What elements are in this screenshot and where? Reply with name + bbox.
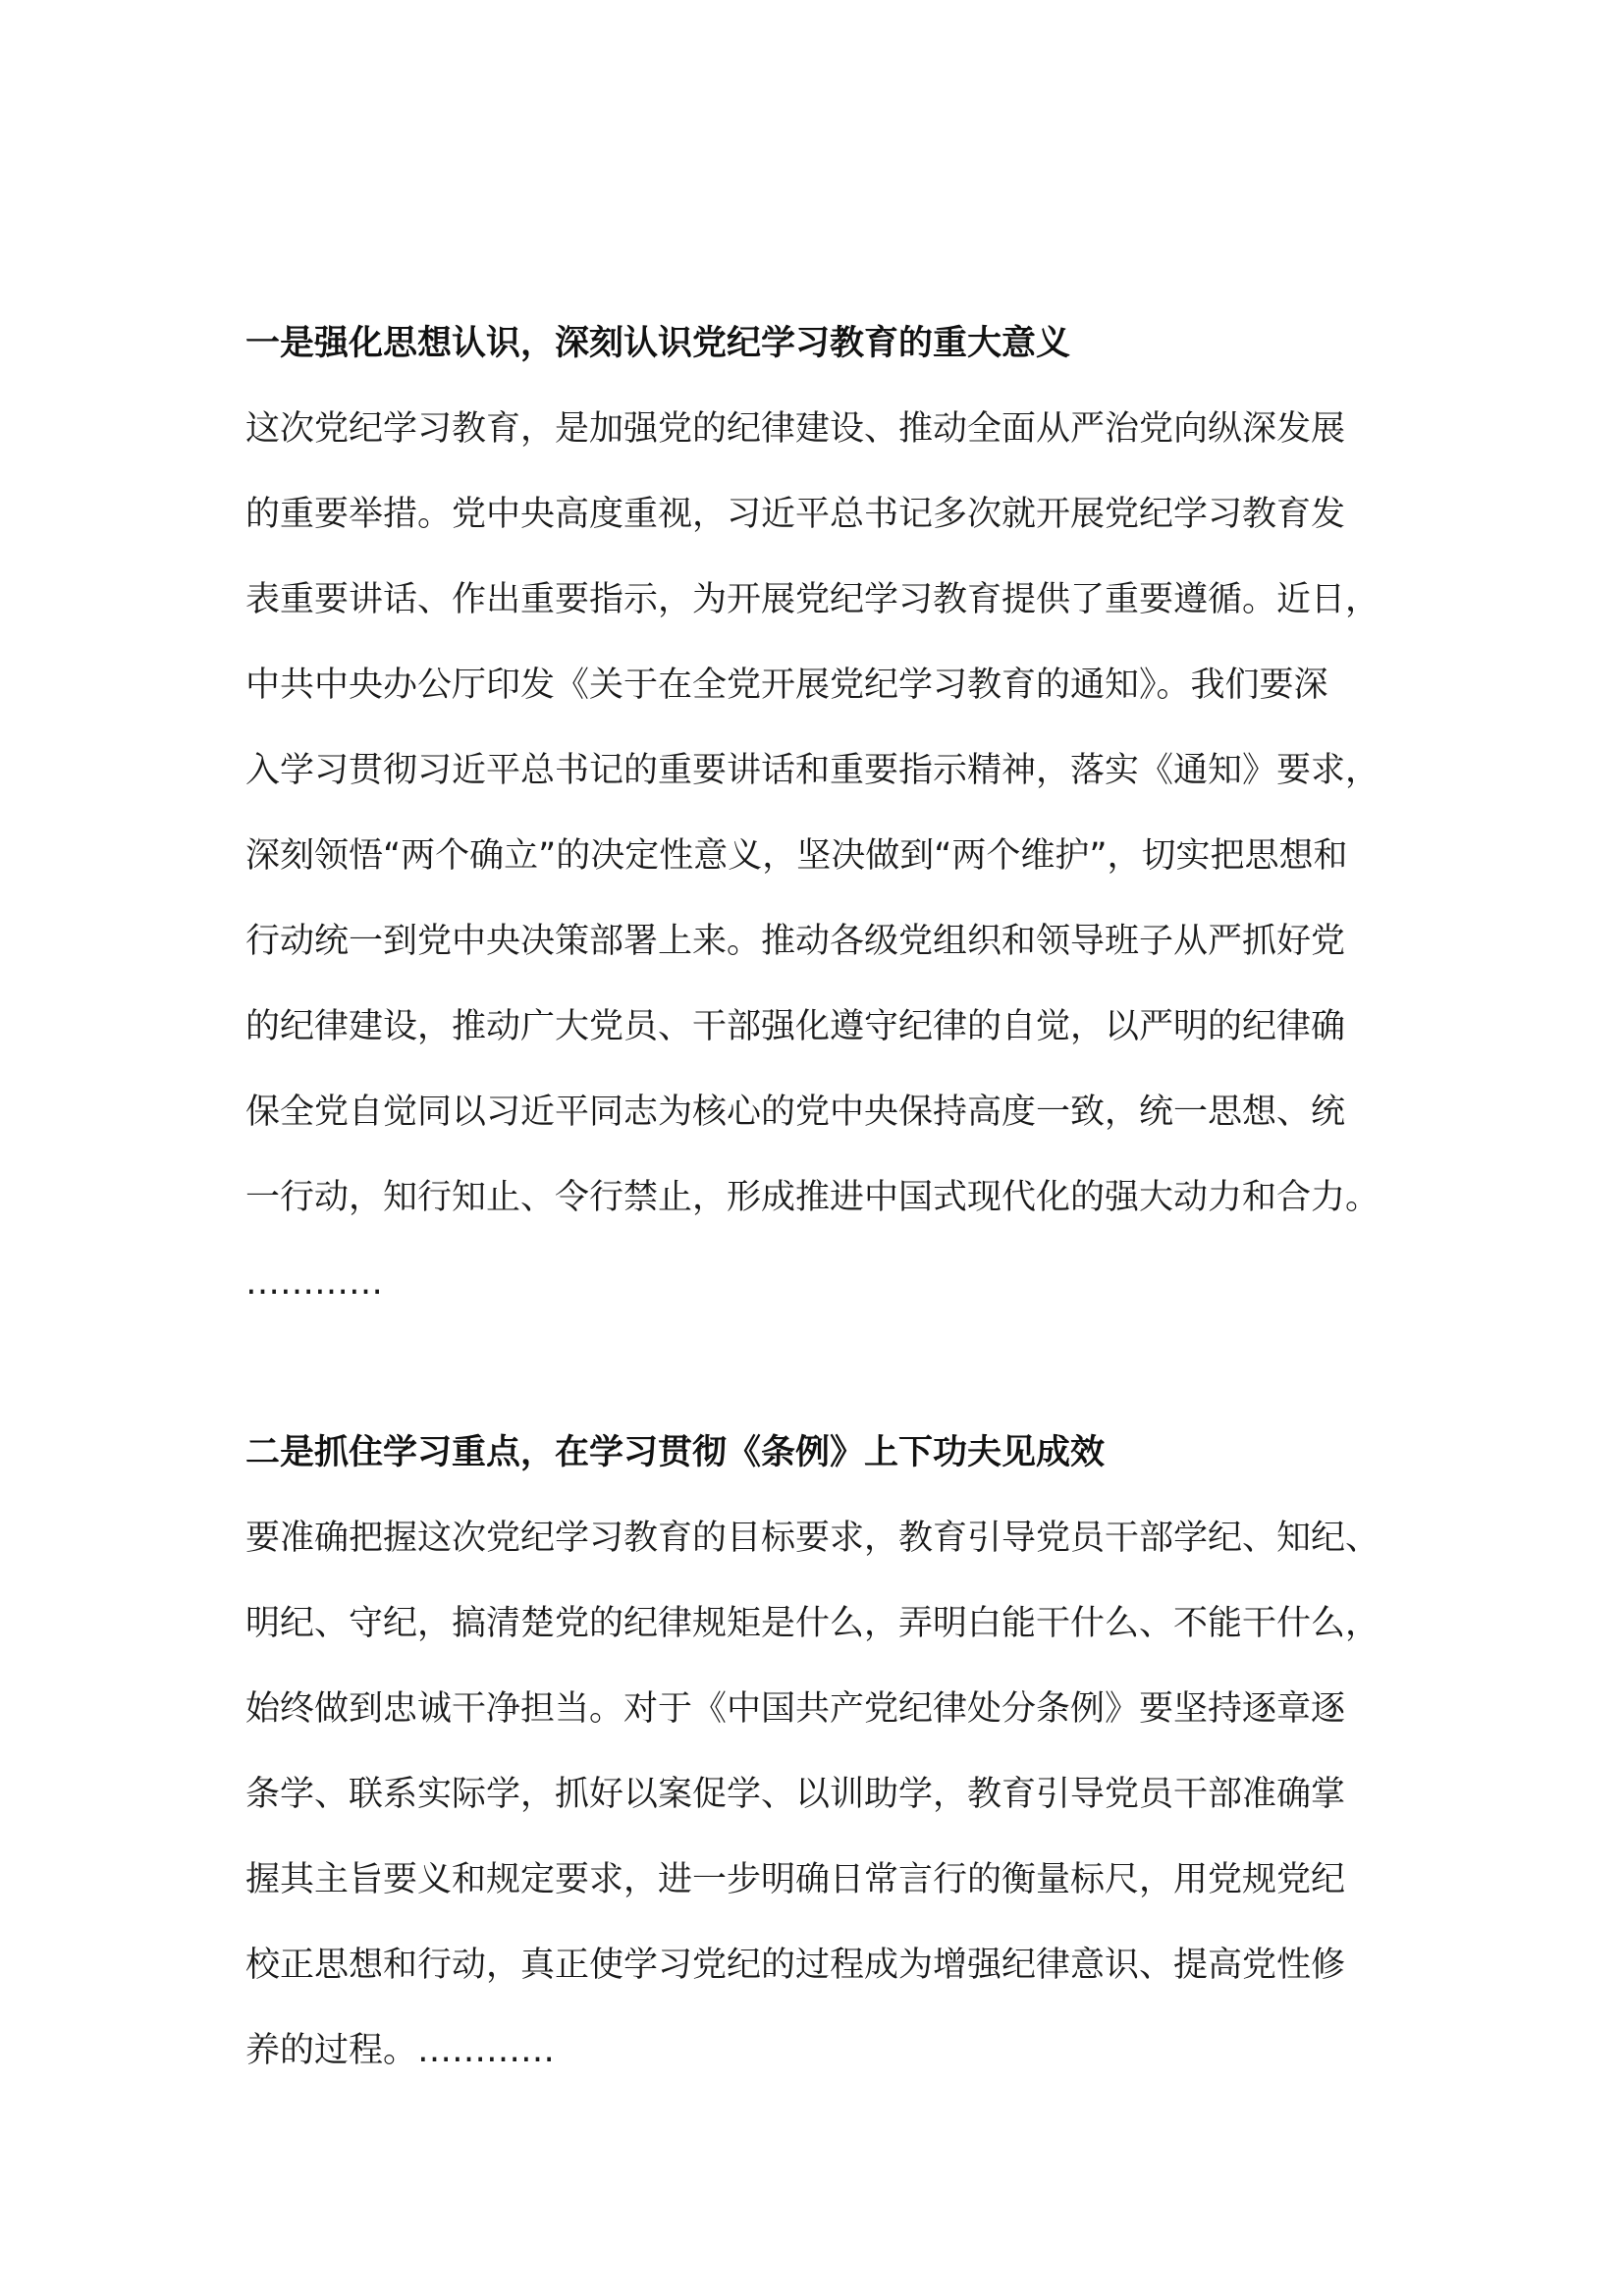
section-2 [245,1423,1384,2107]
paragraph-line: 的纪律建设，推动广大党员、干部强化遵守纪律的自觉，以严明的纪律确 [245,1007,1346,1046]
paragraph-line: 握其主旨要义和规定要求，进一步明确日常言行的衡量标尺，用党规党纪 [245,1860,1346,1899]
paragraph-line: 条学、联系实际学，抓好以案促学、以训助学，教育引导党员干部准确掌 [245,1775,1346,1814]
paragraph-line: 中共中央办公厅印发《关于在全党开展党纪学习教育的通知》。我们要深 [245,666,1328,705]
paragraph-line: 一行动，知行知止、令行禁止，形成推进中国式现代化的强大动力和合力。 [245,1178,1380,1217]
ellipsis-line: ………… [245,1263,383,1303]
section-1 [245,314,1384,1339]
section-heading: 二是抓住学习重点，在学习贯彻《条例》上下功夫见成效 [245,1433,1106,1472]
paragraph-line: 行动统一到党中央决策部署上来。推动各级党组织和领导班子从严抓好党 [245,922,1346,961]
paragraph-line: 始终做到忠诚干净担当。对于《中国共产党纪律处分条例》要坚持逐章逐 [245,1689,1346,1729]
paragraph-line: 的重要举措。党中央高度重视，习近平总书记多次就开展党纪学习教育发 [245,495,1346,534]
paragraph-line: 明纪、守纪，搞清楚党的纪律规矩是什么，弄明白能干什么、不能干什么， [245,1604,1380,1643]
paragraph-line: 要准确把握这次党纪学习教育的目标要求，教育引导党员干部学纪、知纪、 [245,1519,1380,1558]
section-heading: 一是强化思想认识，深刻认识党纪学习教育的重大意义 [245,324,1071,363]
paragraph-line: 表重要讲话、作出重要指示，为开展党纪学习教育提供了重要遵循。近日， [245,580,1380,619]
paragraph-line: 养的过程。………… [245,2031,556,2070]
paragraph-line: 入学习贯彻习近平总书记的重要讲话和重要指示精神，落实《通知》要求， [245,751,1380,790]
paragraph-line: 这次党纪学习教育，是加强党的纪律建设、推动全面从严治党向纵深发展 [245,409,1346,449]
paragraph-line: 深刻领悟“两个确立”的决定性意义，坚决做到“两个维护”，切实把思想和 [245,836,1348,876]
paragraph-line: 保全党自觉同以习近平同志为核心的党中央保持高度一致，统一思想、统 [245,1093,1346,1132]
paragraph-line: 校正思想和行动，真正使学习党纪的过程成为增强纪律意识、提高党性修 [245,1946,1346,1985]
